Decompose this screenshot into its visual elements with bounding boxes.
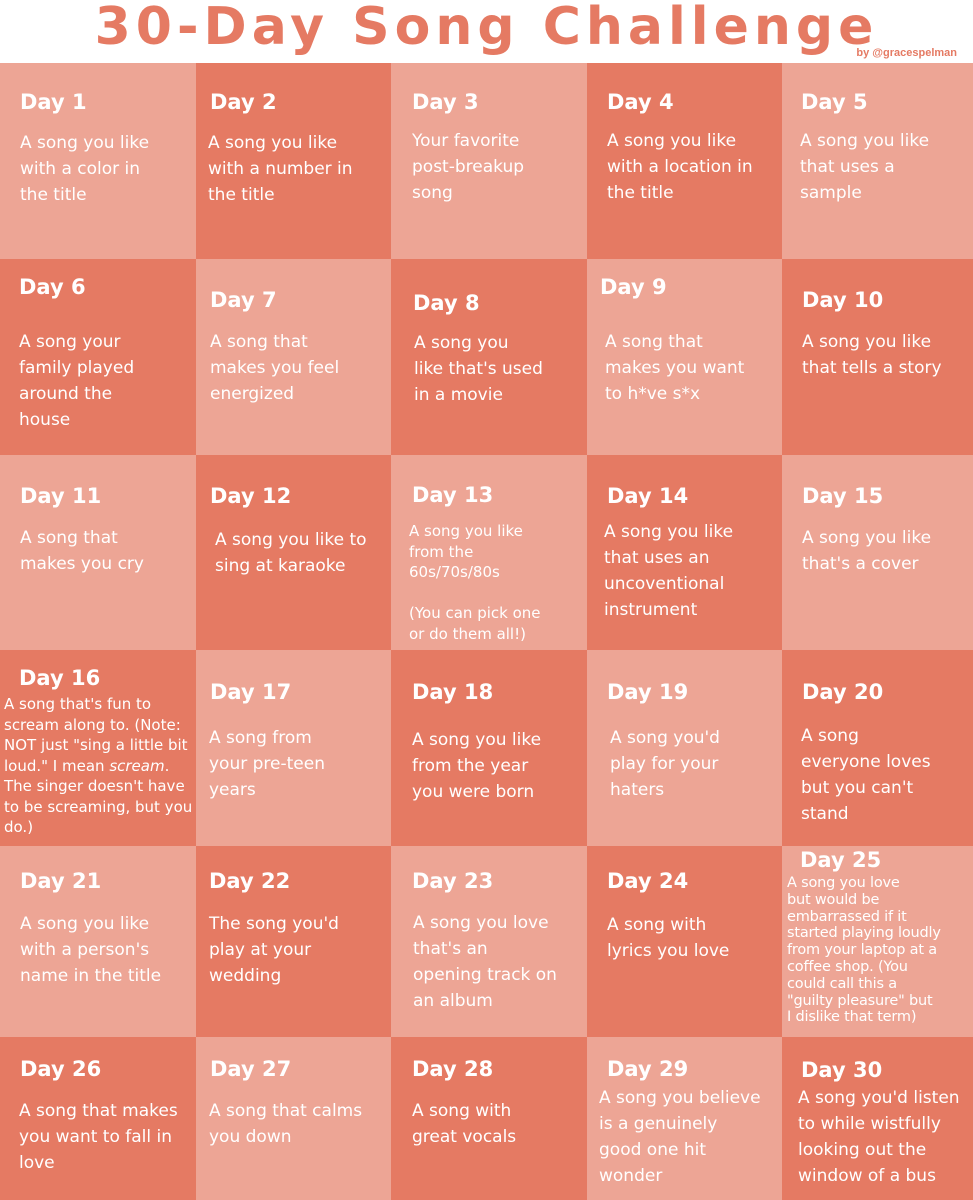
day-cell-21: [0, 846, 196, 1037]
day-cell-29: [587, 1037, 782, 1200]
day-prompt: A song you like from the year you were born: [412, 730, 542, 802]
day-prompt: A song with great vocals: [412, 1101, 517, 1147]
day-label: Day 9: [600, 275, 667, 299]
day-label: Day 19: [607, 680, 689, 704]
day-prompt: A song everyone loves but you can't stand: [801, 726, 931, 824]
day-label: Day 6: [19, 275, 86, 299]
day-cell-25: [782, 846, 973, 1037]
day-cell-13: [391, 455, 587, 650]
day-label: Day 27: [210, 1057, 292, 1081]
day-label: Day 23: [412, 869, 494, 893]
day-prompt: A song you like from the 60s/70s/80s (You can pick one or do them all!): [409, 522, 541, 643]
day-prompt: A song you love but would be embarrassed if it started playing loudly from your laptop at a coffee shop. (You could call this a "guilty pleasure" but I dislike that term): [787, 875, 941, 1026]
day-cell-1: [0, 63, 196, 259]
day-prompt: A song you'd play for your haters: [610, 728, 720, 800]
day-prompt: A song that makes you feel energized: [210, 332, 340, 404]
day-prompt: A song you like that uses an uncoventional instrument: [604, 522, 734, 620]
day-prompt: A song from your pre-teen years: [209, 728, 325, 800]
day-prompt: Your favorite post-breakup song: [412, 131, 525, 203]
day-label: Day 22: [209, 869, 291, 893]
day-cell-24: [587, 846, 782, 1037]
day-cell-6: [0, 259, 196, 455]
day-cell-26: [0, 1037, 196, 1200]
day-cell-11: [0, 455, 196, 650]
day-prompt: A song you believe is a genuinely good one hit wonder: [599, 1088, 761, 1186]
day-label: Day 15: [802, 484, 884, 508]
day-label: Day 28: [412, 1057, 494, 1081]
day-cell-19: [587, 650, 782, 846]
day-cell-9: [587, 259, 782, 455]
day-label: Day 24: [607, 869, 689, 893]
day-label: Day 1: [20, 90, 87, 114]
day-prompt: A song your family played around the house: [19, 332, 135, 430]
day-cell-15: [782, 455, 973, 650]
day-prompt: A song you like with a person's name in the title: [20, 914, 162, 986]
challenge-grid: [0, 63, 973, 1200]
day-cell-16: [0, 650, 196, 846]
day-cell-10: [782, 259, 973, 455]
day-label: Day 3: [412, 90, 479, 114]
day-prompt: A song that makes you cry: [20, 528, 144, 574]
day-cell-7: [196, 259, 391, 455]
day-prompt: A song you like that's used in a movie: [414, 333, 543, 405]
day-cell-8: [391, 259, 587, 455]
day-label: Day 12: [210, 484, 292, 508]
day-label: Day 4: [607, 90, 674, 114]
day-label: Day 18: [412, 680, 494, 704]
day-label: Day 30: [801, 1058, 883, 1082]
day-prompt: A song that's fun to scream along to. (Note: NOT just "sing a little bit loud." I mean scream. The singer doesn't have to be screaming, but you do.): [4, 695, 193, 836]
day-cell-3: [391, 63, 587, 259]
day-cell-5: [782, 63, 973, 259]
day-prompt: A song that calms you down: [209, 1101, 363, 1147]
day-label: Day 10: [802, 288, 884, 312]
day-label: Day 8: [413, 291, 480, 315]
day-cell-18: [391, 650, 587, 846]
day-prompt: A song you like with a location in the title: [607, 131, 753, 203]
day-label: Day 14: [607, 484, 689, 508]
day-cell-4: [587, 63, 782, 259]
day-cell-28: [391, 1037, 587, 1200]
day-label: Day 25: [800, 848, 882, 872]
day-label: Day 26: [20, 1057, 102, 1081]
day-cell-20: [782, 650, 973, 846]
day-prompt: A song that makes you want to fall in love: [19, 1101, 178, 1173]
day-prompt: The song you'd play at your wedding: [209, 914, 339, 986]
header: [0, 0, 973, 63]
page-title: 30-Day Song Challenge: [94, 0, 879, 57]
day-label: Day 13: [412, 483, 494, 507]
day-label: Day 20: [802, 680, 884, 704]
day-prompt: A song you love that's an opening track on an album: [413, 913, 557, 1011]
day-label: Day 17: [210, 680, 292, 704]
day-prompt: A song you like with a number in the title: [208, 133, 353, 205]
day-label: Day 2: [210, 90, 277, 114]
day-cell-23: [391, 846, 587, 1037]
day-label: Day 21: [20, 869, 102, 893]
day-prompt: A song you like that uses a sample: [800, 131, 930, 203]
day-label: Day 11: [20, 484, 102, 508]
day-cell-14: [587, 455, 782, 650]
day-cell-17: [196, 650, 391, 846]
day-label: Day 29: [607, 1057, 689, 1081]
day-cell-27: [196, 1037, 391, 1200]
day-cell-12: [196, 455, 391, 650]
day-cell-30: [782, 1037, 973, 1200]
day-prompt: A song you like that's a cover: [802, 528, 932, 574]
day-label: Day 16: [19, 666, 101, 690]
day-prompt: A song you'd listen to while wistfully looking out the window of a bus: [798, 1088, 960, 1186]
day-prompt: A song with lyrics you love: [607, 915, 730, 961]
day-prompt: A song you like to sing at karaoke: [215, 530, 367, 576]
day-label: Day 7: [210, 288, 277, 312]
day-prompt: A song you like that tells a story: [802, 332, 942, 378]
day-prompt: A song you like with a color in the title: [20, 133, 150, 205]
day-prompt: A song that makes you want to h*ve s*x: [605, 332, 745, 404]
day-cell-2: [196, 63, 391, 259]
day-label: Day 5: [801, 90, 868, 114]
day-cell-22: [196, 846, 391, 1037]
author-credit: by @gracespelman: [856, 47, 957, 59]
